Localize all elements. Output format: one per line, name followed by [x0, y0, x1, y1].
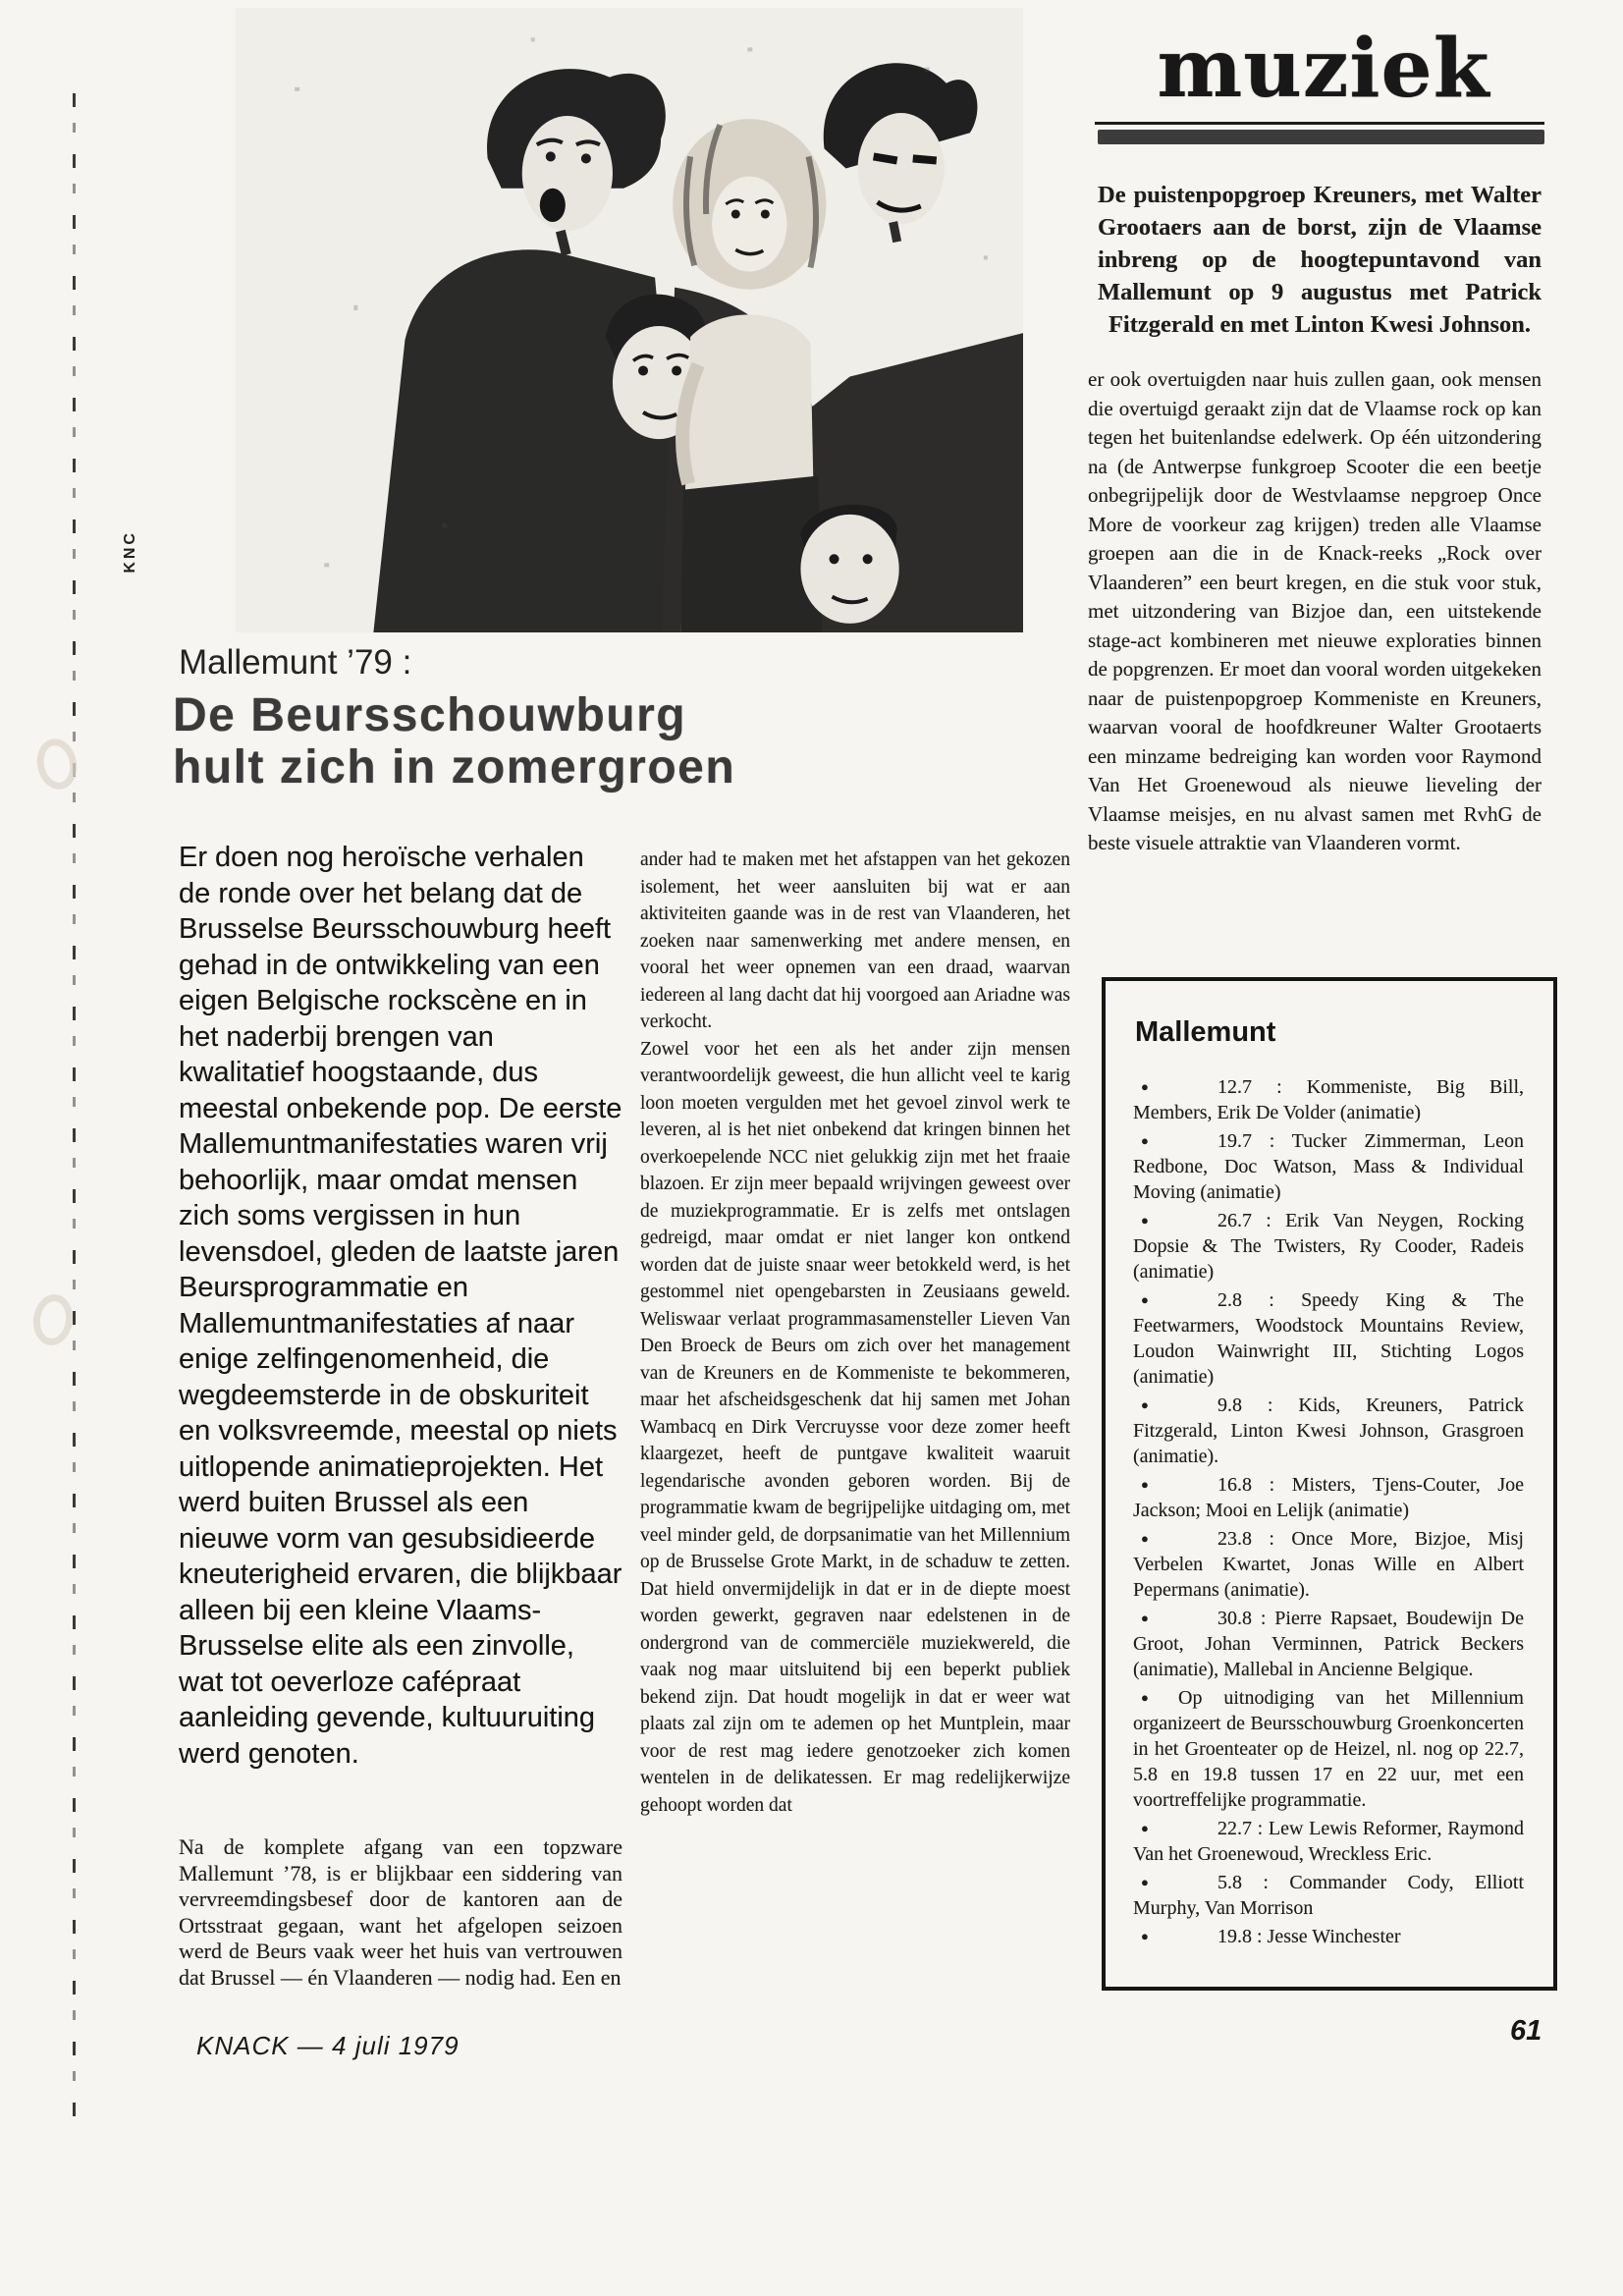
masthead-rule-thick [1098, 130, 1544, 144]
section-title: muziek [1157, 22, 1490, 116]
program-box-title: Mallemunt [1135, 1016, 1276, 1048]
program-item: ● 2.8 : Speedy King & The Feetwarmers, Woodstock Mountains Review, Loudon Wainwright III, Stichting Logos (animatie) [1133, 1289, 1524, 1388]
program-item: ● 22.7 : Lew Lewis Reformer, Raymond Van het Groenewoud, Wreckless Eric. [1133, 1818, 1524, 1865]
lead-column-small: Na de komplete afgang van een topzware Mallemunt ’78, is er blijkbaar een siddering van vervreemdingsbesef door de kantoren aan de Ortsstraat gegaan, want het afgelopen seizoen werd de Beurs vaak weer het huis van vertrouwen dat Brussel — én Vlaanderen — nodig had. Een en [179, 1834, 622, 1990]
footer-credit: KNACK — 4 juli 1979 [196, 2031, 460, 2060]
masthead-rule-thin [1095, 122, 1544, 125]
middle-paragraph: Zowel voor het een als het ander zijn mensen verantwoordelijk geweest, die hun allicht veel te karig loon moeten vergulden met het gevoel zinvol werk te leveren, al is het niet onbekend dat kringen binnen het overkoepelende NCC niet gelukkig zijn met het fraaie blazoen. Er zijn meer bepaald wrijvingen geweest over de muziekprogrammatie. Er is zelfs met ontslagen gedreigd, maar omdat er niet langer kon ontkend worden dat de juiste snaar weer betokkeld werd, is het gestommel niet opengebarsten in Zeusiaans geweld. Weliswaar verlaat programmasamensteller Lieven Van Den Broeck de Beurs om zich over het management van de Kreuners en de Kommeniste te bekommeren, maar het afscheidsgeschenk dat hij samen met Johan Wambacq en Dirk Vercruysse voor deze zomer heeft klaargezet, heeft de puntgave kwaliteit waaruit legendarische avonden geboren worden. Bij de programmatie kwam de begrijpelijke uitdaging om, met veel minder geld, de dorpsanimatie van het Millennium op de Brusselse Grote Markt, in de schaduw te zetten. Dat hield onvermijdelijk in dat er in de diepte moest worden gewerkt, gegraven naar edelstenen in de ondergrond van de commerciële muziekwereld, die vaak nog maar uitsluitend bij een beperkt publiek bekend zijn. Dat houdt mogelijk in dat er weer wat plaats zal zijn om te ademen op het Muntplein, maar voor de rest mag iedere genotzoeker zich komen wentelen in de delikatessen. Er mag redelijkerwijze gehoopt worden dat [640, 1038, 1070, 1816]
bullet-icon: ● [1141, 1213, 1149, 1228]
headline-line-1: De Beursschouwburg [173, 689, 687, 741]
program-item: ● Op uitnodiging van het Millennium organizeert de Beursschouwburg Groenkoncerten in het Groenteater op de Heizel, nl. nog op 22.7, 5.8 en 19.8 tussen 17 en 22 uur, met een voortreffelijke programmatie. [1133, 1687, 1524, 1811]
bullet-icon: ● [1141, 1292, 1149, 1307]
program-item: ● 19.8 : Jesse Winchester [1133, 1924, 1524, 1949]
program-item: ● 23.8 : Once More, Bizjoe, Misj Verbelen Kwartet, Jonas Wille en Albert Pepermans (animatie). [1133, 1528, 1524, 1601]
program-list [1133, 1074, 1524, 1949]
lead-column: Er doen nog heroïsche verhalen de ronde over het belang dat de Brusselse Beursschouwburg heeft gehad in de ontwikkeling van een eigen Belgische rockscène en in het naderbij brengen van kwalitatief hoogstaande, dus meestal onbekende pop. De eerste Mallemuntmanifestaties waren vrij behoorlijk, maar omdat mensen zich soms vergissen in hun levensdoel, gleden de laatste jaren Beursprogrammatie en Mallemuntmanifestaties af naar enige zelfingenomenheid, die wegdeemsterde in de obskuriteit en volksvreemde, meestal op niets uitlopende animatieprojekten. Het werd buiten Brussel als een nieuwe vorm van gesubsidieerde kneuterigheid ervaren, die blijkbaar alleen bij een kleine Vlaams-Brusselse elite als een zinvolle, wat tot oeverloze cafépraat aanleiding gevende, kultuuruiting werd genoten. [179, 842, 622, 1770]
program-item: ● 19.7 : Tucker Zimmerman, Leon Redbone, Doc Watson, Mass & Individual Moving (animatie) [1133, 1130, 1524, 1203]
headline-line-2: hult zich in zomergroen [173, 741, 736, 793]
bullet-icon: ● [1141, 1821, 1149, 1835]
middle-paragraph: ander had te maken met het afstappen van het gekozen isolement, het weer aansluiten bij wat er aan aktiviteiten gaande was in de rest van Vlaanderen, het zoeken naar samenwerking met andere mensen, en vooral het weer opnemen van een draad, waarvan iedereen al lang dacht dat hij voorgoed aan Ariadne was verkocht. [640, 849, 1070, 1032]
program-item: ● 5.8 : Commander Cody, Elliott Murphy, Van Morrison [1133, 1872, 1524, 1919]
program-box [1102, 977, 1557, 1991]
page-number: 61 [1510, 2015, 1542, 2047]
headline [173, 689, 1056, 793]
bullet-icon: ● [1141, 1531, 1149, 1546]
bullet-icon: ● [1141, 1397, 1149, 1412]
kicker: Mallemunt ’79 : [179, 643, 412, 682]
right-column: er ook overtuigden naar huis zullen gaan, ook mensen die overtuigd geraakt zijn dat de Vlaamse rock op kan tegen het buitenlandse edelwerk. Op één uitzondering na (de Antwerpse funkgroep Scooter die een beetje onbegrijpelijk door de Westvlaamse nepgroep Once More de voorkeur zag krijgen) treden alle Vlaamse groepen aan die in de Knack-reeks „Rock over Vlaanderen” een beurt kregen, en die stuk voor stuk, met uitzondering van Bizjoe dan, een uitstekende stage-act kombineren met nieuwe exploraties binnen de popgrenzen. Er moet dan vooral worden uitgekeken naar de puistenpopgroep Kommeniste en Kreuners, waarvan vooral de hoofdkreuner Walter Grootaerts een minzame bedreiging kan worden voor Raymond Van Het Groenewoud als nieuwe lieveling der Vlaamse meisjes, en nu alvast samen met RvhG de beste visuele attraktie van Vlaanderen vormt. [1088, 367, 1542, 854]
middle-column [640, 847, 1070, 2020]
program-item: ● 16.8 : Misters, Tjens-Couter, Joe Jackson; Mooi en Lelijk (animatie) [1133, 1474, 1524, 1521]
bullet-icon: ● [1141, 1929, 1149, 1943]
bullet-icon: ● [1141, 1611, 1149, 1625]
program-item: ● 30.8 : Pierre Rapsaet, Boudewijn De Groot, Johan Verminnen, Patrick Beckers (animatie), Mallebal in Ancienne Belgique. [1133, 1608, 1524, 1680]
bullet-icon: ● [1141, 1875, 1149, 1889]
program-item: ● 9.8 : Kids, Kreuners, Patrick Fitzgerald, Linton Kwesi Johnson, Grasgroen (animatie). [1133, 1394, 1524, 1467]
photo-credit: KNC [122, 530, 138, 574]
program-item: ● 12.7 : Kommeniste, Big Bill, Members, Erik De Volder (animatie) [1133, 1076, 1524, 1123]
bullet-icon: ● [1141, 1133, 1149, 1148]
bullet-icon: ● [1141, 1079, 1149, 1094]
bullet-icon: ● [1141, 1690, 1149, 1705]
program-item: ● 26.7 : Erik Van Neygen, Rocking Dopsie & The Twisters, Ry Cooder, Radeis (animatie) [1133, 1210, 1524, 1283]
standfirst: De puistenpopgroep Kreuners, met Walter Grootaers aan de borst, zijn de Vlaamse inbreng op de hoogtepuntavond van Mallemunt op 9 augustus met Patrick Fitzgerald en met Linton Kwesi Johnson. [1098, 182, 1542, 338]
band-photo [236, 8, 1023, 632]
bullet-icon: ● [1141, 1477, 1149, 1492]
margin-rule [73, 93, 76, 2131]
punch-hole-artifact [30, 1291, 77, 1347]
